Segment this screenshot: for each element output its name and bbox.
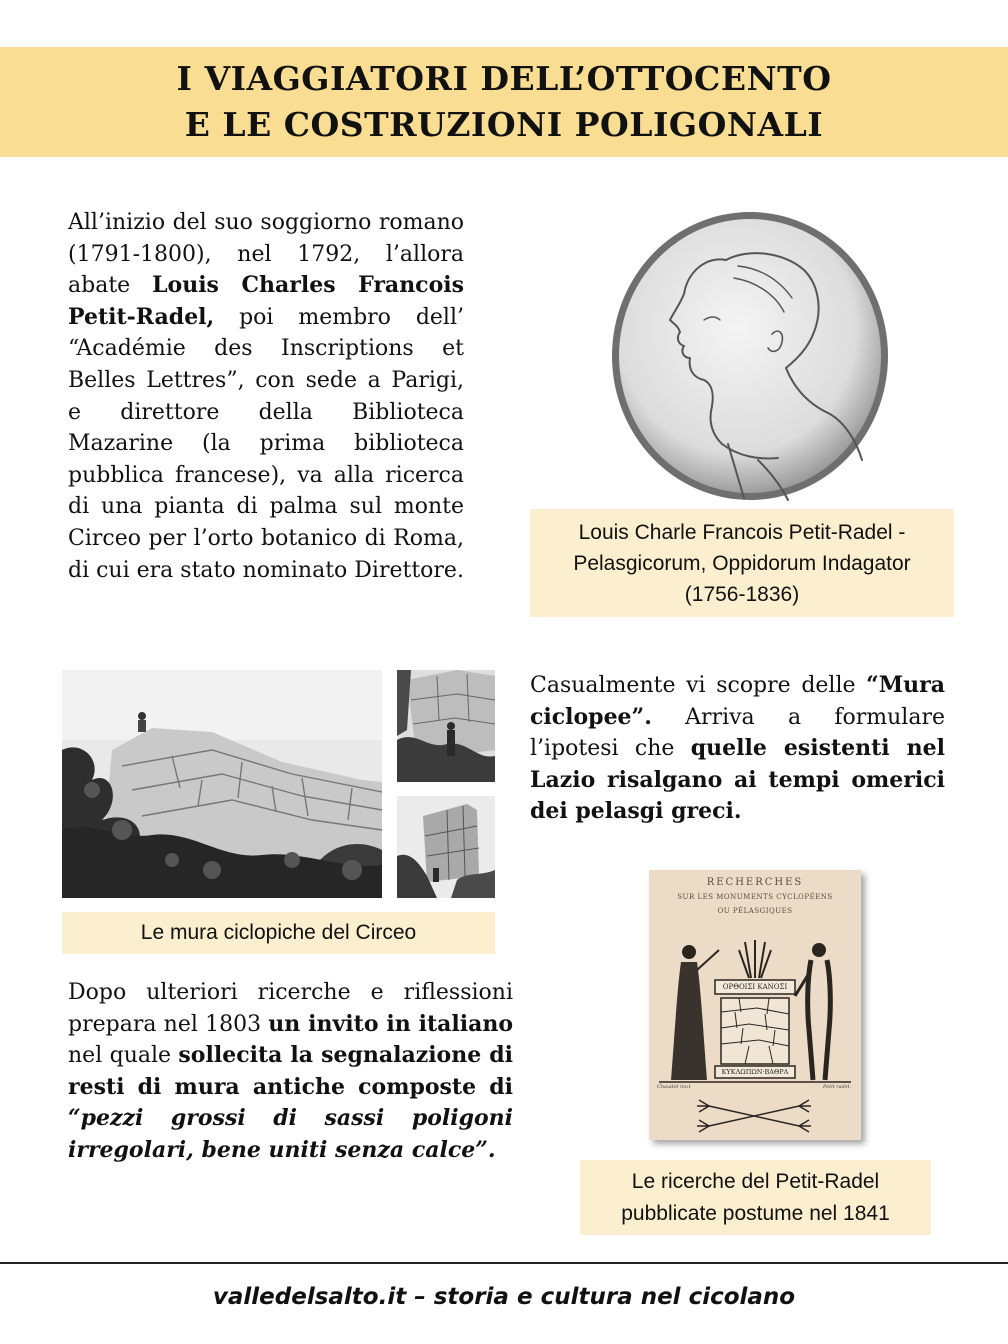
book-engraving [649, 920, 861, 1140]
title-line-2: E LE COSTRUZIONI POLIGONALI [184, 105, 824, 144]
book-title-line-3: OU PÉLASGIQUES [717, 907, 793, 915]
intro-text-1: All’inizio del suo soggiorno romano (1791-1800), nel 1792, l’allora abate [68, 210, 464, 299]
invitation-text-1: Dopo ulteriori ricerche e riflessioni prepara nel 1803 [68, 980, 513, 1037]
invitation-paragraph [68, 977, 513, 1167]
book-plaque-top: ΟΡΘΟΙΣΙ ΚΑΝΟΣΙ [722, 983, 788, 991]
invitation-quote: “pezzi grossi di sassi poligoni irregolari, bene uniti senza calce”. [68, 1105, 513, 1163]
footer-credit: valledelsalto.it – storia e cultura nel cicolano [212, 1284, 796, 1310]
portrait-caption-line-3: (1756-1836) [684, 582, 800, 606]
book-signature-left: Chaudet inv.t [657, 1084, 691, 1090]
invitation-bold-2: sollecita la segnalazione di resti di mura antiche composte di [68, 1042, 514, 1100]
intro-paragraph [68, 207, 464, 586]
wall-detail-photo-top [397, 670, 495, 782]
title-line-1: I VIAGGIATORI DELL’OTTOCENTO [176, 59, 832, 98]
discovery-paragraph [530, 670, 945, 828]
book-plaque-bottom: ΚΥΚΛΩΠΩΝ·ΒΑΘΡΑ [721, 1068, 789, 1076]
portrait-caption [530, 509, 954, 617]
discovery-text-1: Casualmente vi scopre delle [530, 673, 867, 698]
book-title-line-1: RECHERCHES [706, 877, 804, 888]
walls-caption [62, 912, 495, 954]
book-caption-line-1: Le ricerche del Petit-Radel [631, 1169, 880, 1193]
footer-divider [0, 1262, 1008, 1264]
discovery-text-2: Arriva a formulare l’ipotesi che [530, 704, 945, 762]
book-signature-right: Petit radel. [822, 1084, 851, 1090]
intro-text-2: poi membro dell’ “Académie des Inscriptions et Belles Lettres”, con sede a Parigi, e direttore della Biblioteca Mazarine (la prima biblioteca pubblica francese), va alla ricerca di una pianta di palma sul monte Circeo per l’orto botanico di Roma, di cui era stato nominato Direttore. [68, 304, 464, 583]
portrait-medallion [608, 208, 892, 504]
portrait-caption-line-2: Pelasgicorum, Oppidorum Indagator [573, 551, 911, 575]
portrait-caption-line-1: Louis Charle Francois Petit-Radel - [578, 520, 906, 544]
invitation-bold-1: un invito in italiano [268, 1010, 514, 1037]
page-title [177, 56, 832, 148]
book-title-line-2: SUR LES MONUMENTS CYCLOPÉENS [677, 893, 833, 901]
invitation-text-2: nel quale [68, 1043, 179, 1069]
book-title-page [649, 870, 861, 1140]
walls-caption-text: Le mura ciclopiche del Circeo [140, 921, 417, 944]
discovery-mura: “Mura ciclopee”. [530, 672, 945, 730]
intro-name: Louis Charles Francois Petit-Radel, [68, 272, 464, 330]
book-caption-line-2: pubblicate postume nel 1841 [621, 1201, 890, 1225]
discovery-hypothesis: quelle esistenti nel Lazio risalgano ai tempi omerici dei pelasgi greci. [530, 735, 945, 825]
book-caption [580, 1160, 931, 1235]
wall-detail-photo-bottom [397, 796, 495, 898]
title-band [0, 47, 1008, 157]
cyclopean-wall-photo [62, 670, 382, 898]
